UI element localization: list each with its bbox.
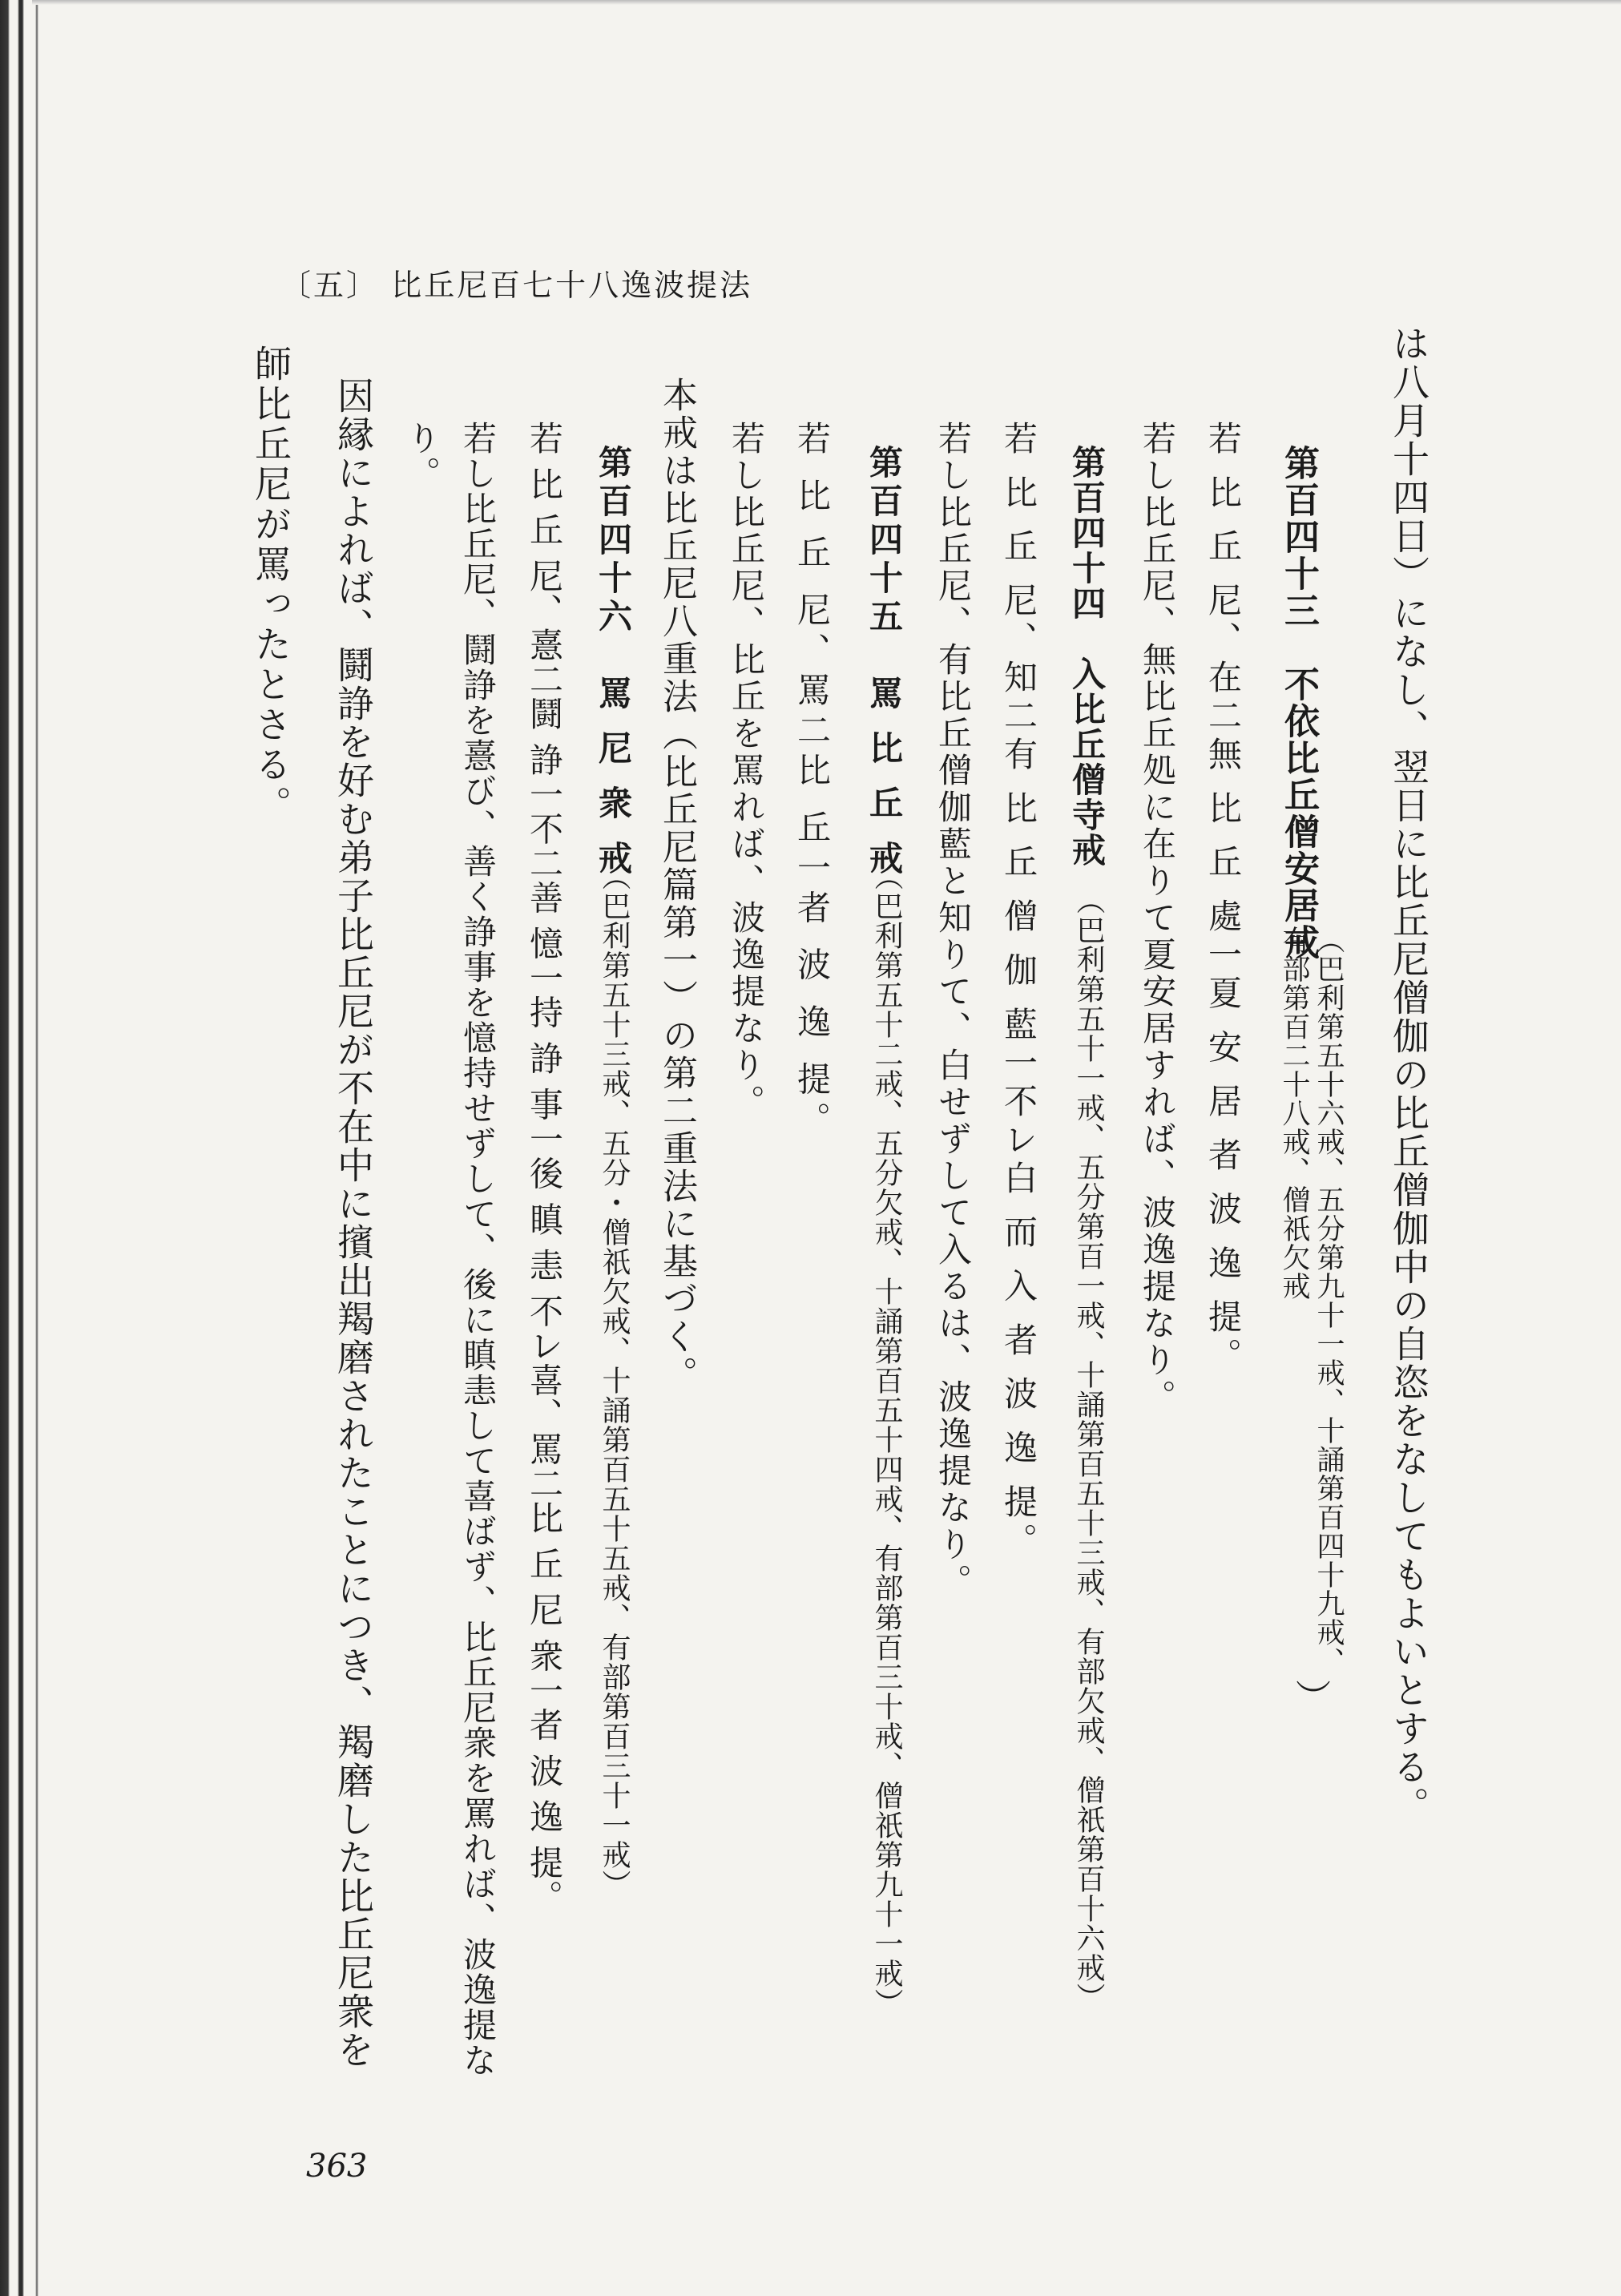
section-note: （巴利第五十二戒、五分欠戒、十誦第百五十四戒、有部第百三十戒、僧祇第九十一戒） — [870, 862, 903, 2018]
binding-edge — [0, 0, 76, 2296]
commentary-text: 師比丘尼が罵ったとさる。 — [249, 345, 292, 825]
section-note: （巴利第五十六戒、五分第九十一戒、十誦第百四十九戒、 — [1313, 926, 1345, 1676]
translation-text: 若し比丘尼、比丘を罵れば、波逸提なり。 — [727, 421, 766, 1121]
translation-text: 若し比丘尼、鬪諍を憙び、善く諍事を憶持せずして、後に瞋恚して喜ばず、比丘尼衆を罵れば、波逸提な — [458, 421, 498, 2078]
section-note: （巴利第五十一戒、五分第百一戒、十誦第百五十三戒、有部欠戒、僧祇第百十六戒） — [1072, 886, 1105, 2012]
precept-text: 若 比 丘 尼、憙二鬪 諍一不二善 憶一持 諍 事一後 瞋 恚 不レ喜、罵二比 丘 尼 衆一者 波 逸 提。 — [525, 421, 564, 1915]
translation-text: 若し比丘尼、無比丘処に在りて夏安居すれば、波逸提なり。 — [1138, 421, 1177, 1416]
top-edge — [32, 0, 1621, 5]
section-note: 有部第百二十八戒、僧祇欠戒 — [1278, 926, 1310, 1301]
commentary-text: 本戒は比丘尼八重法（比丘尼篇第一）の第二重法に基づく。 — [656, 377, 697, 1394]
section-heading: 第百四十六 罵 尼 衆 戒 — [594, 445, 633, 879]
commentary-text: 因縁によれば、鬪諍を好む弟子比丘尼が不在中に擯出羯磨されたことにつき、羯磨した比丘尼衆を — [332, 377, 375, 2069]
translation-text: り。 — [402, 421, 442, 491]
section-note: （巴利第五十三戒、五分・僧祇欠戒、十誦第百五十五戒、有部第百三十一戒） — [598, 862, 631, 1899]
section-heading: 第百四十四 入比丘僧寺戒 — [1067, 445, 1107, 868]
text-column: は八月十四日）になし、翌日に比丘尼僧伽の比丘僧伽中の自恣をなしてもよいとする。 — [1387, 325, 1430, 1825]
page-number: 363 — [306, 2148, 368, 2185]
precept-text: 若 比 丘 尼、在二無 比 丘 處一夏 安 居 者 波 逸 提。 — [1204, 421, 1243, 1377]
section-heading: 第百四十三 不依比丘僧安居戒 — [1278, 445, 1319, 961]
running-head: 〔五〕 比丘尼百七十八逸波提法 — [280, 268, 753, 303]
precept-text: 若 比 丘 尼、罵二比 丘一者 波 逸 提。 — [792, 421, 832, 1142]
section-note: ） — [1289, 1679, 1330, 1716]
section-heading: 第百四十五 罵 比 丘 戒 — [865, 445, 904, 879]
precept-text: 若 比 丘 尼、知二有 比 丘 僧 伽 藍一不レ白 而 入 者 波 逸 提。 — [999, 421, 1038, 1561]
translation-text: 若し比丘尼、有比丘僧伽藍と知りて、白せずして入るは、波逸提なり。 — [933, 421, 973, 1600]
